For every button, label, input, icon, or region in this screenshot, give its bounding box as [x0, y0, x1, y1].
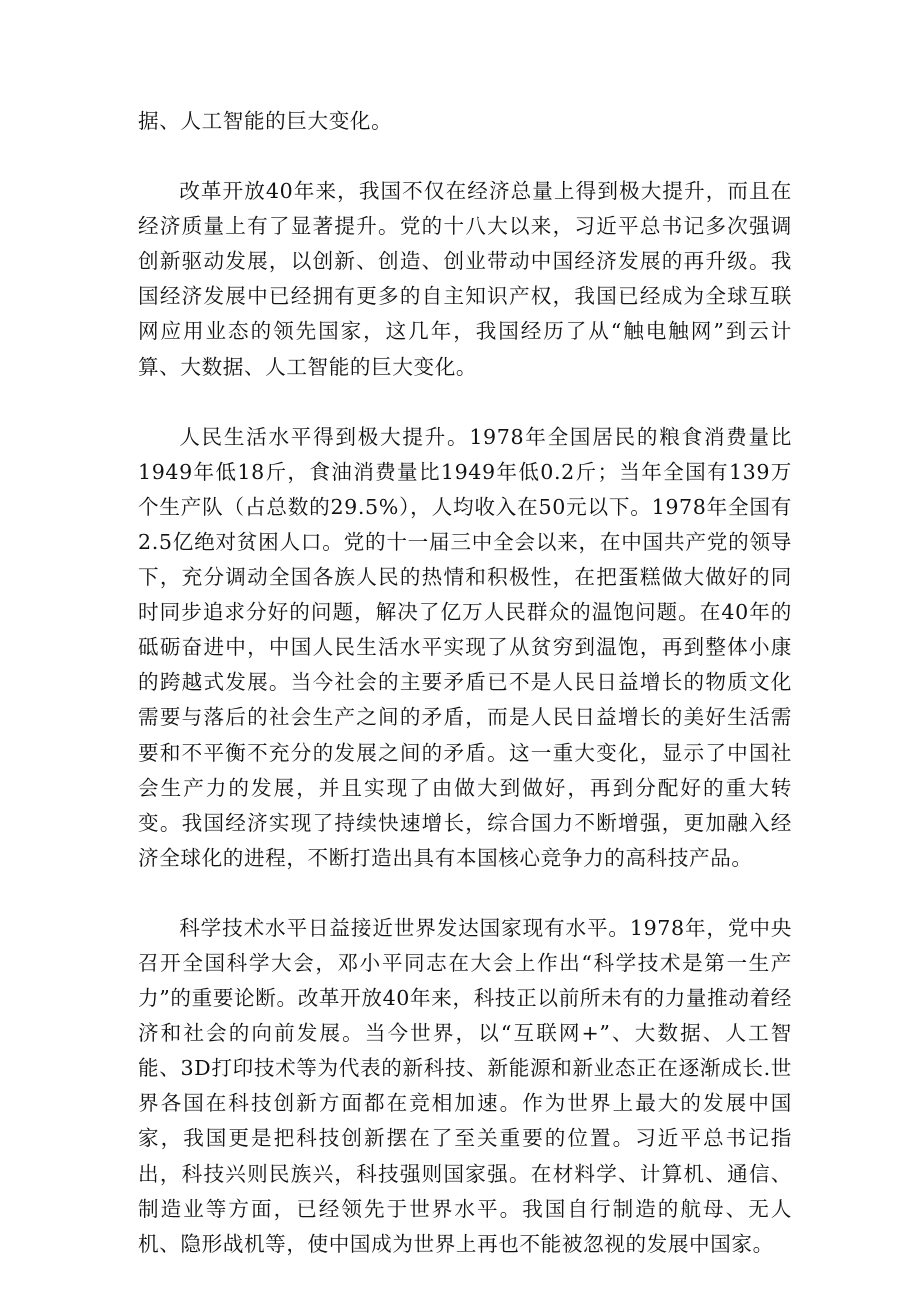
paragraph-science-technology: 科学技术水平日益接近世界发达国家现有水平。1978年，党中央召开全国科学大会，邓小平同志在大会上作出“科学技术是第一生产力”的重要论断。改革开放40年来，科技正以前所未有的力量推动着经济和社会的向前发展。当今世界，以“互联网+”、大数据、人工智能、3D打印技术等为代表的新科技、新能源和新业态正在逐渐成长.世界各国在科技创新方面都在竞相加速。作为世界上最大的发展中国家，我国更是把科技创新摆在了至关重要的位置。习近平总书记指出，科技兴则民族兴，科技强则国家强。在材料学、计算机、通信、制造业等方面，已经领先于世界水平。我国自行制造的航母、无人机、隐形战机等，使中国成为世界上再也不能被忽视的发展中国家。 — [138, 915, 792, 1256]
paragraph-continuation: 据、人工智能的巨大变化。 — [138, 109, 393, 133]
paragraph-living-standards: 人民生活水平得到极大提升。1978年全国居民的粮食消费量比1949年低18斤，食油消费量比1949年低0.2斤；当年全国有139万个生产队（占总数的29.5%），人均收入在50元以下。1978年全国有2.5亿绝对贫困人口。党的十一届三中全会以来，在中国共产党的领导下，充分调动全国各族人民的热情和积极性，在把蛋糕做大做好的同时同步追求分好的问题，解决了亿万人民群众的温饱问题。在40年的砥砺奋进中，中国人民生活水平实现了从贫穷到温饱，再到整体小康的跨越式发展。当今社会的主要矛盾已不是人民日益增长的物质文化需要与落后的社会生产之间的矛盾，而是人民日益增长的美好生活需要和不平衡不充分的发展之间的矛盾。这一重大变化，显示了中国社会生产力的发展，并且实现了由做大到做好，再到分配好的重大转变。我国经济实现了持续快速增长，综合国力不断增强，更加融入经济全球化的进程，不断打造出具有本国核心竞争力的高科技产品。 — [138, 424, 792, 870]
paragraph-reform-economy: 改革开放40年来，我国不仅在经济总量上得到极大提升，而且在经济质量上有了显著提升。党的十八大以来，习近平总书记多次强调创新驱动发展，以创新、创造、创业带动中国经济发展的再升级。我国经济发展中已经拥有更多的自主知识产权，我国已经成为全球互联网应用业态的领先国家，这几年，我国经历了从“触电触网”到云计算、大数据、人工智能的巨大变化。 — [138, 179, 792, 379]
document-body — [138, 104, 792, 1297]
